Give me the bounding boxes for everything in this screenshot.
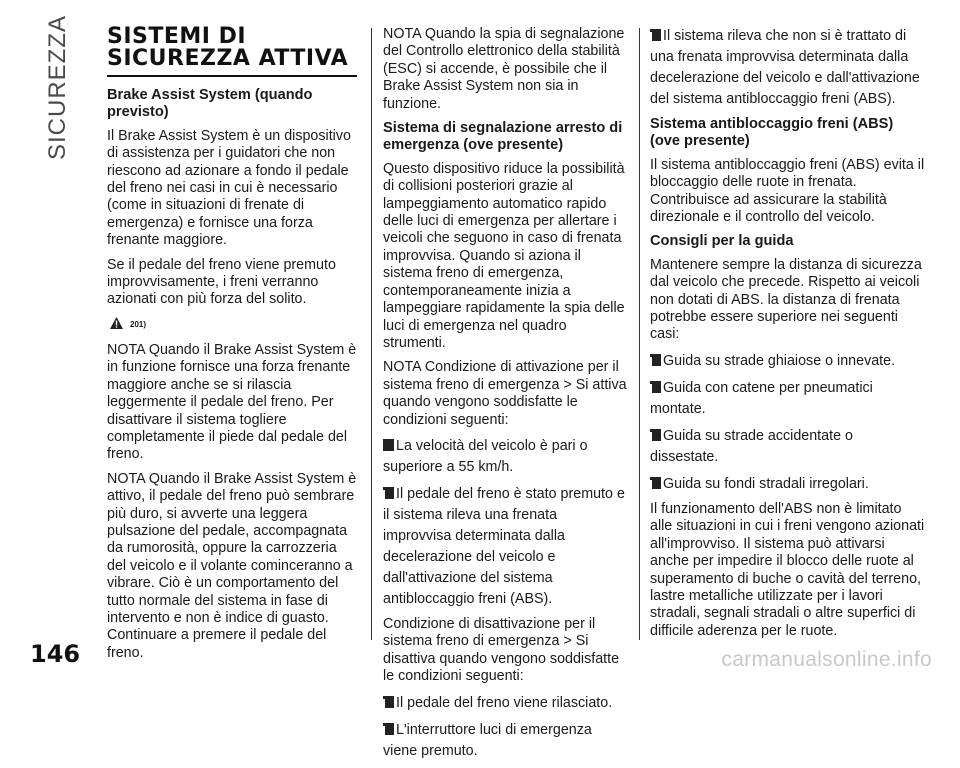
heading-brake-assist: Brake Assist System (quando previsto): [107, 87, 313, 121]
note-paragraph: NOTA Quando il Brake Assist System è attivo, il pedale del freno può sembrare più duro, si avverte una leggera pulsazione del pedale, accompagnata da rumorosità, oppure la carrozzeria del veicolo e il volante cominceranno a vibrare. Ciò è un comportamento del tutto normale del sistema in fase di intervento e non è indice di guasto. Continuare a premere il pedale del freno.: [107, 470, 357, 661]
bullet-icon: [650, 381, 661, 393]
bullet-icon: [383, 439, 394, 451]
title-underline: [107, 75, 357, 77]
list-item: [383, 436, 628, 478]
column-divider-2: [639, 28, 640, 640]
warning-triangle-icon: [109, 316, 124, 330]
list-item-text: Guida su strade ghiaiose o innevate.: [663, 352, 896, 369]
bullet-icon: [650, 429, 661, 441]
warning-reference: [109, 316, 357, 330]
list-item-text: Il pedale del freno è stato premuto e il sistema rileva una frenata improvvisa determinata dalla decelerazione del veicolo e dall'attivazione del sistema antibloccaggio freni (ABS).: [383, 485, 625, 607]
column-2: [383, 26, 628, 768]
bullet-icon: [650, 29, 661, 41]
paragraph: Se il pedale del freno viene premuto improvvisamente, i freni verranno azionati con più forza del solito.: [107, 256, 336, 308]
list-item-text: Guida su strade accidentate o dissestate.: [650, 427, 853, 465]
list-item: [650, 474, 925, 495]
column-1: [107, 26, 357, 669]
list-item-text: Il pedale del freno viene rilasciato.: [396, 694, 613, 711]
list-item-text: La velocità del veicolo è pari o superiore a 55 km/h.: [383, 437, 588, 475]
section-title-line2: SICUREZZA ATTIVA: [107, 46, 349, 71]
list-item: [383, 720, 628, 762]
list-item-text: L'interruttore luci di emergenza viene premuto.: [383, 721, 592, 759]
bullet-icon: [383, 487, 394, 499]
section-title: [107, 26, 357, 70]
section-title-line1: SISTEMI DI: [107, 24, 247, 49]
bullet-icon: [383, 696, 394, 708]
list-item: [383, 484, 628, 610]
list-item: [650, 351, 925, 372]
bullet-icon: [650, 354, 661, 366]
paragraph: Il Brake Assist System è un dispositivo di assistenza per i guidatori che non riescono ad azionare a fondo il pedale del freno nei casi in cui è necessario (come in situazioni di frenate di emergenza) e fornisce una forza frenante maggiore.: [107, 127, 351, 249]
paragraph: Il sistema antibloccaggio freni (ABS) evita il bloccaggio delle ruote in frenata. Contribuisce ad assicurare la stabilità direzionale e il controllo del veicolo.: [650, 156, 925, 226]
list-item: [650, 426, 925, 468]
heading-emergency-stop-signal: Sistema di segnalazione arresto di emergenza (ove presente): [383, 120, 623, 154]
heading-abs: Sistema antibloccaggio freni (ABS) (ove presente): [650, 116, 894, 150]
bullet-icon: [383, 723, 394, 735]
column-divider-1: [371, 28, 372, 640]
paragraph: Questo dispositivo riduce la possibilità di collisioni posteriori grazie al lampeggiamento automatico rapido delle luci di emergenza per allertare i veicoli che seguono in caso di frenata improvvisa. Quando si aziona il sistema freno di emergenza, contemporaneamente inizia a lampeggiare rapidamente la spia delle luci di emergenza nel quadro strumenti.: [383, 160, 625, 351]
note-paragraph: NOTA Quando la spia di segnalazione del Controllo elettronico della stabilità (ESC) si accende, è possibile che il Brake Assist System non sia in funzione.: [383, 26, 625, 112]
list-item-text: Guida con catene per pneumatici montate.: [650, 379, 873, 417]
note-paragraph: NOTA Quando il Brake Assist System è in funzione fornisce una forza frenante maggiore anche se si rilascia leggermente il pedale del freno. Per disattivare il sistema togliere completamente il piede dal pedale del freno.: [107, 341, 357, 463]
page-number: 146: [30, 640, 81, 668]
bullet-icon: [650, 477, 661, 489]
paragraph: Il funzionamento dell'ABS non è limitato alle situazioni in cui i freni vengono azionati all'improvviso. Il sistema può attivarsi anche per impedire il blocco delle ruote al superamento di buche o cavità del terreno, lastre metalliche utilizzate per i lavori stradali, segnali stradali o altre superfici di difficile aderenza per le ruote.: [650, 500, 925, 639]
list-item: [650, 378, 925, 420]
heading-driving-tips: Consigli per la guida: [650, 233, 794, 250]
list-item-text: Guida su fondi stradali irregolari.: [663, 475, 869, 492]
list-item-text: Il sistema rileva che non si è trattato di una frenata improvvisa determinata dalla decelerazione del veicolo e dall'attivazione del sistema antibloccaggio freni (ABS).: [650, 28, 920, 107]
paragraph: Mantenere sempre la distanza di sicurezza dal veicolo che precede. Rispetto ai veicoli non dotati di ABS. la distanza di frenata potrebbe essere superiore nei seguenti casi:: [650, 256, 922, 343]
list-item: [383, 693, 628, 714]
column-3: [650, 26, 925, 647]
paragraph: Condizione di disattivazione per il sistema freno di emergenza > Si disattiva quando vengono soddisfatte le condizioni seguenti:: [383, 615, 620, 685]
warning-ref-number: 201): [130, 319, 147, 329]
watermark: carmanualsonline.info: [721, 648, 932, 671]
section-side-tab: SICUREZZA: [44, 14, 71, 160]
list-item: [650, 26, 925, 110]
note-paragraph: NOTA Condizione di attivazione per il sistema freno di emergenza > Si attiva quando vengono soddisfatte le condizioni seguenti:: [383, 359, 627, 428]
